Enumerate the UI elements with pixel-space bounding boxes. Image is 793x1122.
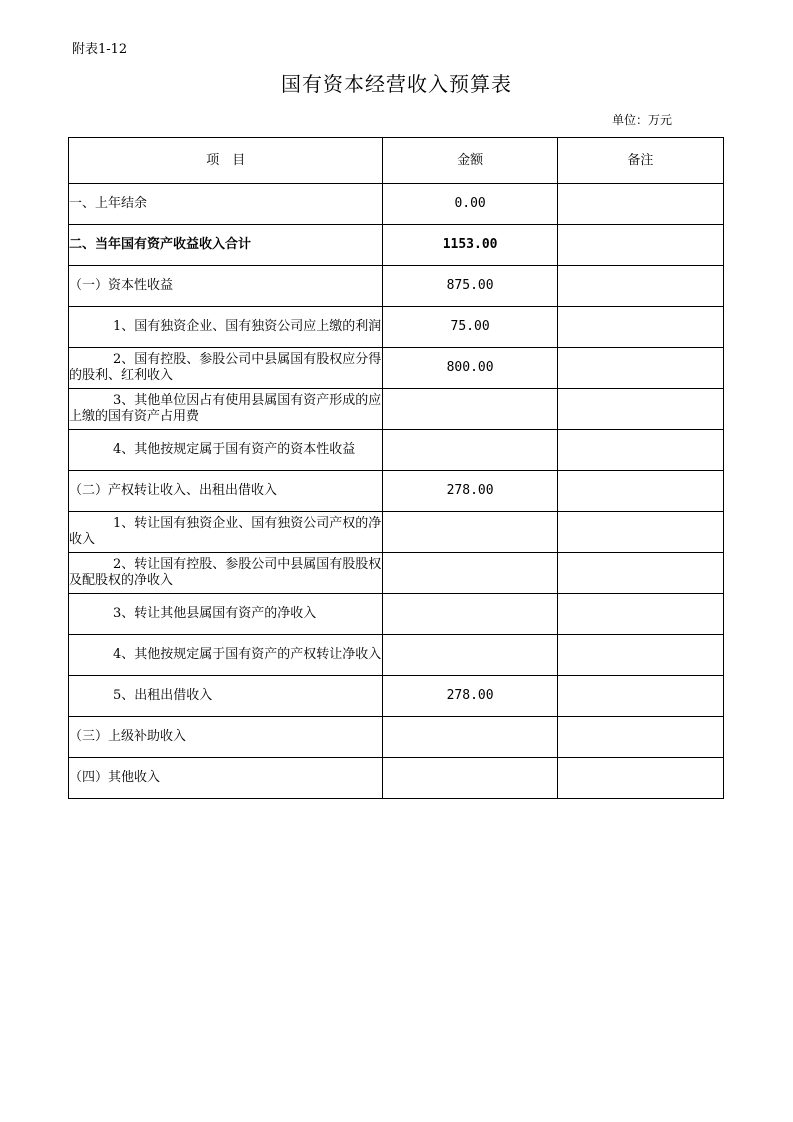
row-note [557,717,723,758]
row-item [69,266,383,307]
row-amount: 800.00 [383,348,557,389]
header-note: 备注 [557,138,723,184]
table-row [69,266,724,307]
row-item [69,758,383,799]
row-item-label: 3、其他单位因占有使用县属国有资产形成的应上缴的国有资产占用费 [69,393,382,424]
row-item [69,635,383,676]
unit-label: 单位：万元 [612,113,673,127]
row-item-label: 1、国有独资企业、国有独资公司应上缴的利润 [113,319,382,334]
row-note [557,307,723,348]
row-item [69,389,383,430]
row-item [69,512,383,553]
row-note [557,553,723,594]
row-note [557,594,723,635]
budget-table [68,137,724,799]
row-item-label: （二）产权转让收入、出租出借收入 [69,483,278,498]
table-row [69,553,724,594]
page-title: 国有资本经营收入预算表 [281,72,512,96]
row-item-label: 2、国有控股、参股公司中县属国有股权应分得的股利、红利收入 [69,352,382,383]
row-item [69,471,383,512]
row-note [557,348,723,389]
row-amount: 1153.00 [383,225,557,266]
row-item-label: 2、转让国有控股、参股公司中县属国有股股权及配股权的净收入 [69,557,382,588]
row-amount [383,635,557,676]
row-item-label: 3、转让其他县属国有资产的净收入 [113,606,317,621]
table-row [69,307,724,348]
row-amount: 75.00 [383,307,557,348]
row-item-label: 4、其他按规定属于国有资产的资本性收益 [113,442,356,457]
row-item [69,553,383,594]
row-note [557,471,723,512]
row-item-label: （一）资本性收益 [69,278,174,293]
table-row [69,225,724,266]
row-amount [383,553,557,594]
table-row [69,184,724,225]
row-item-label: （四）其他收入 [69,770,161,785]
row-note [557,184,723,225]
table-row [69,758,724,799]
row-item [69,717,383,758]
table-row [69,717,724,758]
row-amount: 278.00 [383,471,557,512]
row-item-label: 4、其他按规定属于国有资产的产权转让净收入 [113,647,382,662]
row-note [557,225,723,266]
row-note [557,676,723,717]
table-header-row [69,138,724,184]
row-item-label: 1、转让国有独资企业、国有独资公司产权的净收入 [69,516,382,547]
row-note [557,635,723,676]
row-amount [383,389,557,430]
row-amount: 0.00 [383,184,557,225]
row-note [557,512,723,553]
header-amount: 金额 [383,138,557,184]
row-item [69,594,383,635]
row-note [557,266,723,307]
row-item-label: 5、出租出借收入 [113,688,213,703]
row-item-label: 二、当年国有资产收益收入合计 [69,237,252,252]
row-amount [383,594,557,635]
row-item-label: （三）上级补助收入 [69,729,187,744]
table-row [69,348,724,389]
table-row [69,676,724,717]
table-row [69,430,724,471]
row-item [69,676,383,717]
row-note [557,758,723,799]
row-item [69,184,383,225]
table-row [69,471,724,512]
row-item [69,225,383,266]
row-note [557,430,723,471]
row-item [69,430,383,471]
table-row [69,635,724,676]
attachment-label: 附表1-12 [72,42,128,57]
row-item-label: 一、上年结余 [69,196,148,211]
table-row [69,594,724,635]
table-row [69,512,724,553]
row-amount [383,758,557,799]
row-note [557,389,723,430]
row-item [69,307,383,348]
header-item: 项 目 [69,138,383,184]
row-amount [383,430,557,471]
row-amount [383,512,557,553]
row-amount: 875.00 [383,266,557,307]
table-row [69,389,724,430]
row-amount: 278.00 [383,676,557,717]
row-amount [383,717,557,758]
row-item [69,348,383,389]
